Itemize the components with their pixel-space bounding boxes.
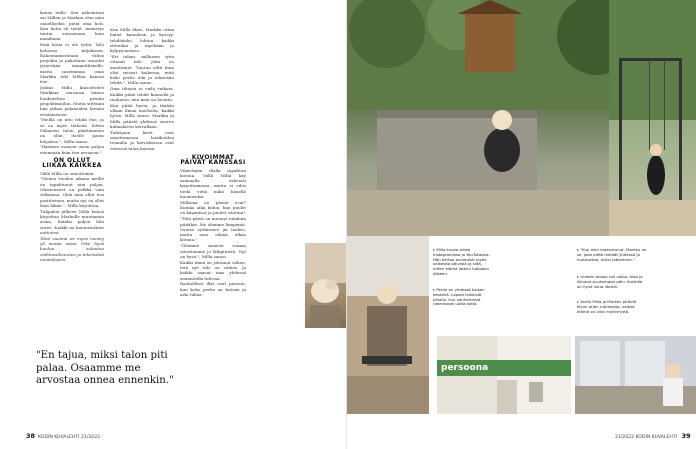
photo-sign xyxy=(437,336,571,414)
paragraph: kauas tielle. Sen näkemisen sai Millan ja Markun olon aina onnelliseksi: pieni oma koti. Kun kotia oli työtä, memetys tuntui suorastaan kuin maailman. xyxy=(40,10,104,42)
photo-laptop xyxy=(347,236,429,414)
paragraph: Tulisijana kivet ovat sanottamassa laatikoiden reunalla ja kerroksessa ovat vieressä talon kanssa. xyxy=(110,129,174,151)
subheading: ON OLLUT LIIKAA KAIKKEA xyxy=(42,157,102,170)
caption-arrow-icon: ▸ xyxy=(577,247,581,252)
photo-illustration xyxy=(575,336,696,414)
caption-5 xyxy=(577,300,647,314)
caption-arrow-icon: ▸ xyxy=(433,247,437,252)
sign-text: persoona xyxy=(441,363,489,373)
paragraph: Vällä Milla on onnettomin. xyxy=(40,170,95,176)
left-column-1 xyxy=(40,10,104,342)
paragraph: "Vienen vuoden aikana meille on tapahtunut niin paljon. Ohimenneet on pelkkä vain sellaisina. Olen aina ollut tosi positiivinen, mutta nyt on ollut ihan liikaa.", Milla kirjoittaa. xyxy=(40,176,104,208)
paragraph: "Meillä on into tehdä itse, ja se on myös tärkeää. Sitten Palaneen talon päättäminen on ollut itselle paras lahjoitus.", Milla sanoo. xyxy=(40,117,104,144)
paragraph: Eniä kotia ei ole työtä. Talo kohosaa hiljakseen. Rakentamisestaan vahva projekta ja pakoltaan osuudet järjestään ammattilaisille, mutta suurimman osan Markku teki Millan kanssa itse. xyxy=(40,42,104,85)
paragraph: Tänä vuonna on myös menny yli monta asiaa. Olisi hyvä kuulua sulautua vaihtovaiheeseen ja tekemästä muutokseen. xyxy=(40,235,104,262)
magazine-issue: 21/2022 KODIN KUVALEHTI xyxy=(615,435,678,440)
paragraph: Joskus Milla kiusoittelee Markkua saavansa hänen houkuteltua pieniin projektimuihin. Mutta sittemin hän jatkaa palaneiden hirsien eristämiseen. xyxy=(40,85,104,117)
page-number: 39 xyxy=(681,432,691,440)
magazine-issue: KODIN KUVALEHTI 21/2022 xyxy=(38,435,101,440)
caption-text: Aulini Milla ja Markku pitävät kiinni arjen rutiineista, vaikka elämä on ollut myllerrystä. xyxy=(577,299,637,314)
paragraph: Vilmetnäin illalla tapahtuu kotona. Vällä Milla käy saimaalla vahvasti kirjoittamassa, mutta ei edes tiedä vielä mikä hänellä huomiseksi. xyxy=(180,167,246,200)
caption-text: Uuteen taloon tuli valoa, tilaa ja ikkunat puutarhaan päin. Kuistilla on hyvä istua iltaisin. xyxy=(577,274,643,289)
subheading: KIVOIMMAT PÄIVÄT KANSSASI xyxy=(180,154,246,167)
caption-3 xyxy=(577,248,647,262)
caption-text: "Kun olen masentunut, Markku on se, joka pitää meidät yhdessä ja muistuttaa, miksi jatkamme." xyxy=(577,247,647,262)
photo-window-child xyxy=(575,336,696,414)
photo-illustration xyxy=(305,243,348,328)
paragraph: Kun pitää hyvin, ja tänään ollaan ilman murheita, kaikki hyvin. Milla sanoo. Markku ja Milla pitävät yhdessä suuren kulmakiven kerrallaan. xyxy=(110,102,174,129)
caption-arrow-icon: ▸ xyxy=(433,287,437,292)
paragraph: Kun Milla itkee, Markku ottaa hänet kainaloon ja kyseyy, tehdäänkö lohtua kaikki sittenkin ja myöhään ja kylpyyoneissa. xyxy=(110,27,174,54)
photo-illustration xyxy=(347,236,429,414)
caption-2 xyxy=(433,288,491,307)
paragraph: "Olemme saaneet voimia toisistamme ja lähipiiristä. Nyt on hyvä.", Milla sanoo. xyxy=(180,243,246,259)
photo-illustration xyxy=(609,0,696,236)
photo-haircut-dog xyxy=(305,243,348,328)
caption-arrow-icon: ▸ xyxy=(577,299,581,304)
caption-arrow-icon: ▸ xyxy=(577,274,581,279)
left-column-2 xyxy=(110,27,174,345)
caption-1 xyxy=(433,248,491,277)
right-footer xyxy=(615,432,694,440)
caption-text: Perhe on yhdessä kaiken keskellä. Lapset leikkivät pihalla, kun vanhemmat rakentavat uutta kotia. xyxy=(433,287,485,307)
paragraph: Tulipalon jälkeen Milla halusi kirjoittaa Markulle muutaman asian, kuinka paljon hän suree. Kaikki ne kannustukset auttoivat. xyxy=(40,208,104,235)
photo-swing xyxy=(609,0,696,236)
paragraph: "Tätä päivä on mennyt niinkuin pitääkin. Me olemme lämpimiä. Suurin sydänsuru jäi taakse, mutta uusi elämä alkaa kotona." xyxy=(180,216,246,243)
paragraph: Oma itkusta ei vielä vaikuta. Kaikki pitää tehdä kunnolla ja rauhassa, niin kuin on luvattu. xyxy=(110,86,174,102)
caption-text: Milla kuvaa arkea Instagramissa ja YouTubessa. Hän kertoo avoimesti myös vaikeista päivistä ja siitä, miten elämä jatkuu tulipalon jälkeen. xyxy=(433,247,490,276)
paragraph: "Ihminen osaavat usein paljon enemmän kuin itse arvaavat." xyxy=(40,144,104,155)
left-page xyxy=(0,0,347,449)
caption-4 xyxy=(577,275,647,289)
paragraph: Kaikki tämä on johtanut siihen, että nyt talo on valmis, ja kaikki saavat taas yhdessä suunnitella tulevaa. xyxy=(180,259,246,281)
left-column-3 xyxy=(180,27,246,427)
paragraph: Rauhalliset illat ovat parasta, kun koko perhe on kotona ja arki rullaa. xyxy=(180,281,246,297)
left-footer xyxy=(26,432,100,440)
page-number: 38 xyxy=(26,432,36,440)
paragraph: "Eri tahan, millaisen työn ottanut talo. Joku on muuttanut. Tuntuu siltä kuin olisi seissut kaikessa, mitä koko perhe teki ja edessään tehdä.", Milla sanoo. xyxy=(110,53,174,86)
paragraph: Millaisia ne päivät ovat? Kuinka aika kuluu, kun puolet on käynnissä ja puolet odottaa? xyxy=(180,199,246,216)
right-page xyxy=(347,0,696,449)
pull-quote: "En tajua, miksi talon piti palaa. Osaamme me arvostaa onnea ennenkin." xyxy=(36,350,174,386)
photo-main-yard xyxy=(347,0,649,236)
photo-illustration xyxy=(347,0,649,236)
